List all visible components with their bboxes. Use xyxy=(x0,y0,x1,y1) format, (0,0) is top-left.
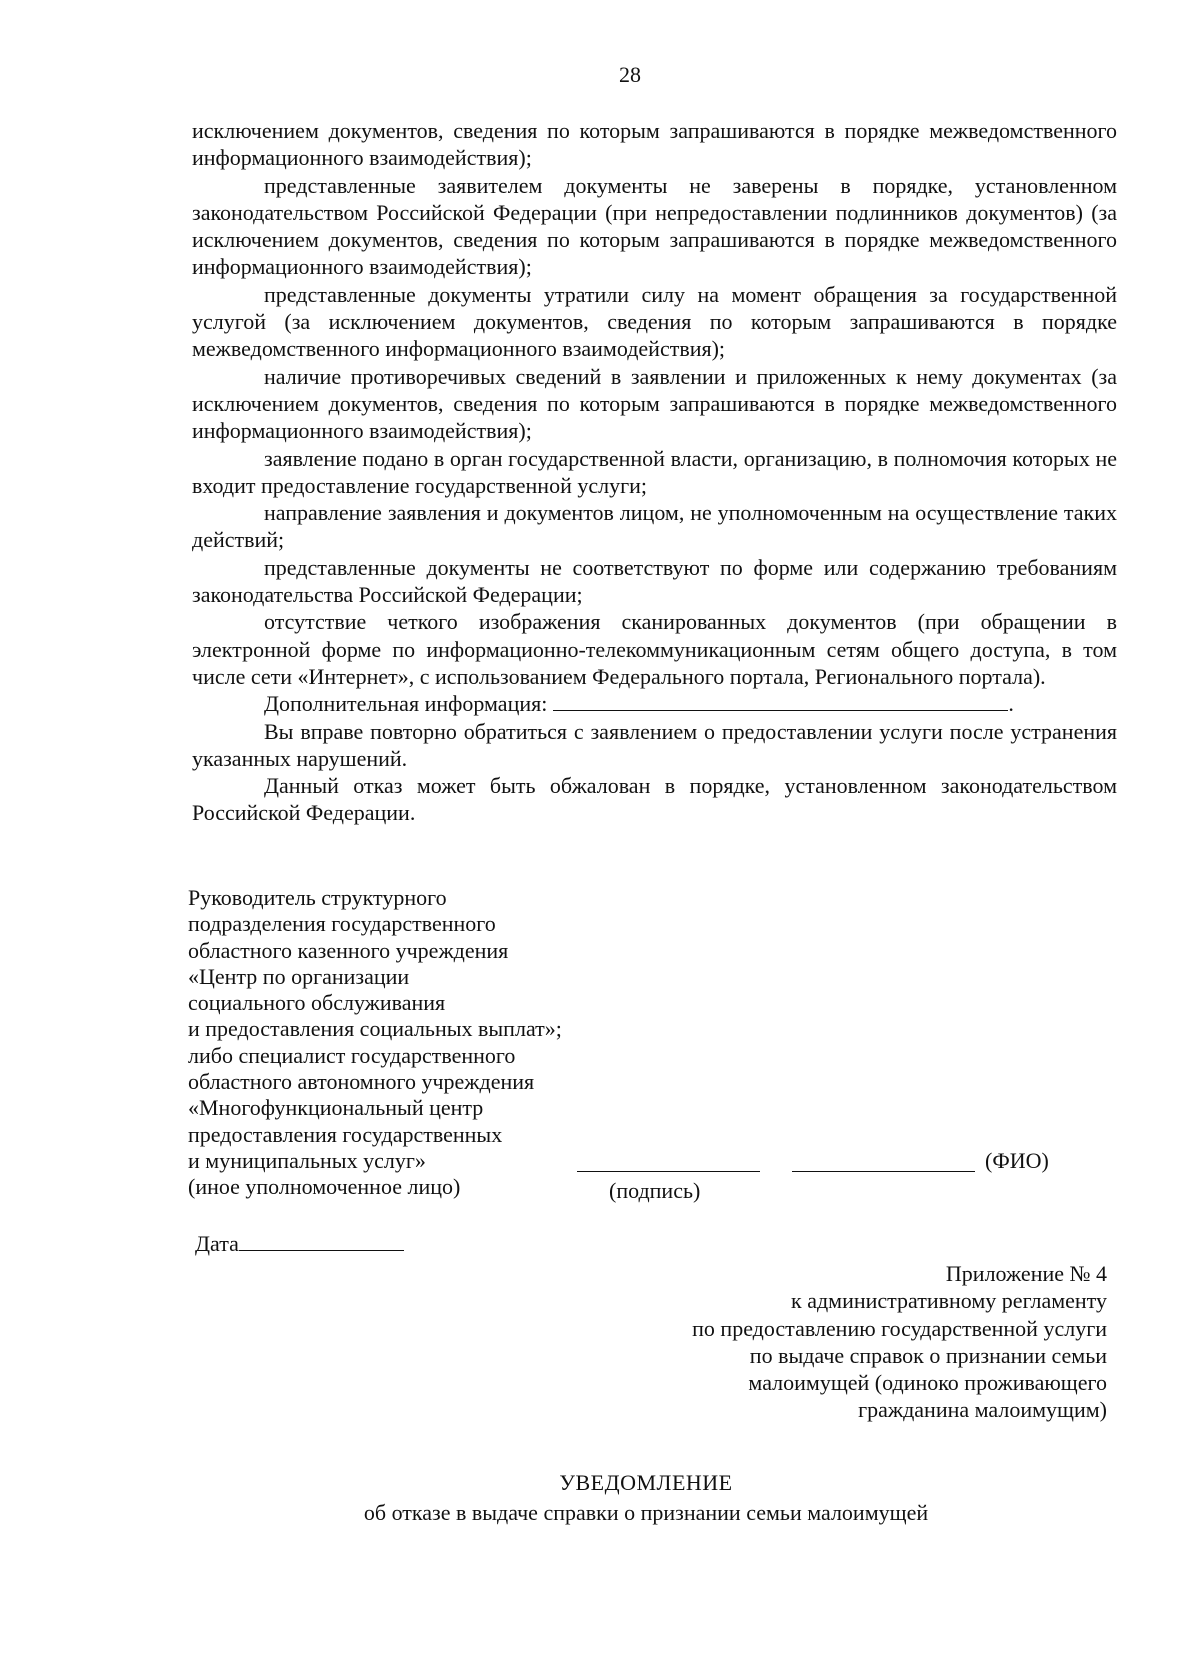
signature-line-text: и муниципальных услуг» xyxy=(188,1147,426,1173)
signature-label: (подпись) xyxy=(609,1178,701,1203)
appendix-line: малоимущей (одиноко проживающего xyxy=(748,1370,1107,1396)
signature-line-text: Руководитель структурного xyxy=(188,885,447,910)
signature-line-text: подразделения государственного xyxy=(188,911,496,937)
signature-line-text: либо специалист государственного xyxy=(188,1042,516,1068)
appendix-line: гражданина малоимущим) xyxy=(858,1397,1107,1423)
additional-info-end: . xyxy=(1008,691,1014,717)
fio-label: (ФИО) xyxy=(985,1148,1049,1173)
paragraph: наличие противоречивых сведений в заявлении и приложенных к нему документах (за исключением документов, сведения по которым запрашиваются в порядке межведомственного информационного взаимодействия); xyxy=(192,363,1117,444)
signature-line-text: и предоставления социальных выплат»; xyxy=(188,1016,562,1042)
appendix-line: по выдаче справок о признании семьи xyxy=(749,1342,1107,1368)
signature-line-text: областного казенного учреждения xyxy=(188,937,509,963)
additional-info-line xyxy=(192,690,1117,717)
appendix-line: Приложение № 4 xyxy=(945,1261,1107,1286)
paragraph: представленные заявителем документы не заверены в порядке, установленном законодательством Российской Федерации (при непредоставлении подлинников документов) (за исключением документов, сведения по которым запрашиваются в порядке межведомственного информационного взаимодействия); xyxy=(192,172,1117,280)
appendix-note xyxy=(587,1260,1107,1424)
signature-line-text: (иное уполномоченное лицо) xyxy=(188,1174,461,1200)
page-number: 28 xyxy=(619,62,641,87)
date-row xyxy=(195,1230,404,1257)
paragraph: направление заявления и документов лицом, не уполномоченным на осуществление таких действий; xyxy=(192,500,1117,553)
additional-info-label: Дополнительная информация: xyxy=(264,691,548,717)
paragraph: Вы вправе повторно обратиться с заявлением о предоставлении услуги после устранения указанных нарушений. xyxy=(192,718,1117,771)
date-blank xyxy=(239,1230,404,1251)
date-label: Дата xyxy=(195,1231,239,1256)
body-text xyxy=(192,117,1117,827)
paragraph: отсутствие четкого изображения сканированных документов (при обращении в электронной форме по информационно-телекоммуникационным сетям общего доступа, в том числе сети «Интернет», с использованием Федерального портала, Регионального портала). xyxy=(192,609,1117,689)
signature-blank xyxy=(577,1171,760,1172)
additional-info-blank xyxy=(553,690,1008,711)
notice-subtitle: об отказе в выдаче справки о признании семьи малоимущей xyxy=(363,1500,929,1525)
signature-line-text: социального обслуживания xyxy=(188,990,446,1016)
paragraph: Данный отказ может быть обжалован в порядке, установленном законодательством Российской Федерации. xyxy=(192,773,1117,826)
signature-line-text: предоставления государственных xyxy=(188,1121,503,1147)
paragraph: представленные документы утратили силу на момент обращения за государственной услугой (за исключением документов, сведения по которым запрашиваются в порядке межведомственного информационного взаимодействия); xyxy=(192,281,1117,362)
paragraph: представленные документы не соответствуют по форме или содержанию требованиям законодательства Российской Федерации; xyxy=(192,554,1117,608)
signature-line-text: «Центр по организации xyxy=(188,963,410,989)
appendix-line: к административному регламенту xyxy=(791,1288,1107,1314)
fio-blank xyxy=(792,1171,975,1172)
notice-title: УВЕДОМЛЕНИЕ xyxy=(559,1470,733,1495)
signature-line-text: областного автономного учреждения xyxy=(188,1069,535,1095)
signature-line-text: «Многофункциональный центр xyxy=(188,1095,484,1121)
paragraph: заявление подано в орган государственной власти, организацию, в полномочия которых не входит предоставление государственной услуги; xyxy=(192,445,1117,498)
paragraph: исключением документов, сведения по которым запрашиваются в порядке межведомственного информационного взаимодействия); xyxy=(192,118,1117,171)
signature-block xyxy=(188,885,608,1201)
appendix-line: по предоставлению государственной услуги xyxy=(692,1315,1107,1341)
